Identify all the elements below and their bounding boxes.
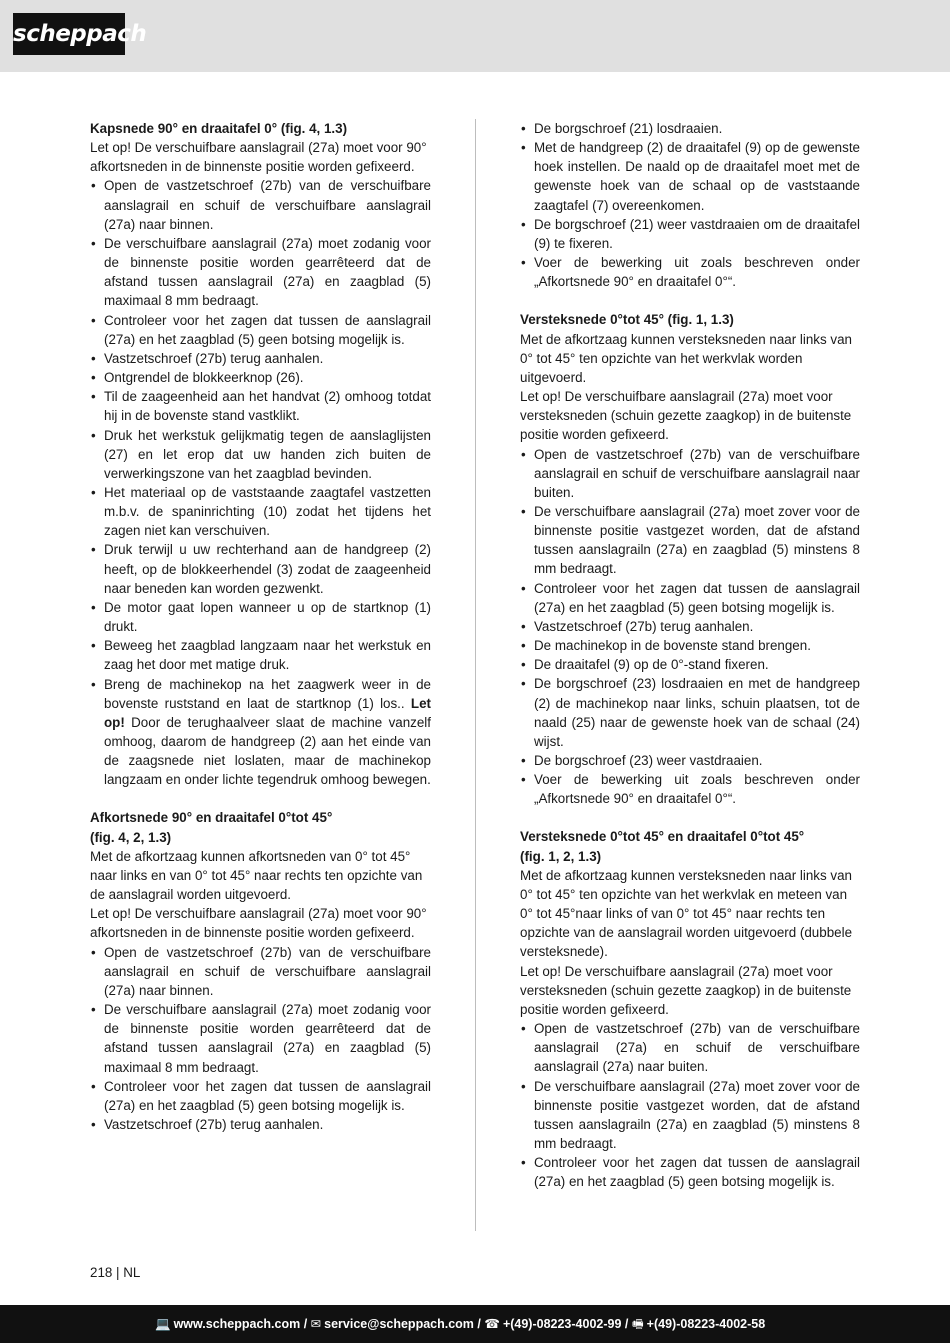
list-item: • De verschuifbare aanslagrail (27a) moet zover voor de binnenste positie vastgezet worden, dat de afstand tussen aanslagrailn (27a) en zaagblad (5) minstens 8 mm bedraagt. xyxy=(520,502,860,579)
list-item: • Beweeg het zaagblad langzaam naar het werkstuk en zaag het door met matige druk. xyxy=(90,636,431,674)
footer-phone: +(49)-08223-4002-99 / xyxy=(502,1317,629,1331)
paragraph: Let op! De verschuifbare aanslagrail (27a) moet voor 90° afkortsneden in de binnenste positie worden gefixeerd. xyxy=(90,906,427,941)
section-heading-figref: (fig. 1, 2, 1.3) xyxy=(520,848,602,864)
list-item: • De verschuifbare aanslagrail (27a) moet zodanig voor de binnenste positie worden gearrêteerd dat de afstand tussen aanslagrail (27a) en zaagblad (5) maximaal 8 mm bedraagt. xyxy=(90,1000,431,1077)
list-item: • Met de handgreep (2) de draaitafel (9) op de gewenste hoek instellen. De naald op de draaitafel moet met de gewenste hoek van de schaal op de vaststaande zaagtafel (7) overeenkomen. xyxy=(520,138,860,215)
section-heading: Versteksnede 0°tot 45° en draaitafel 0°tot 45° xyxy=(520,829,805,845)
list-item: • De machinekop in de bovenste stand brengen. xyxy=(520,636,860,655)
list-item: • De verschuifbare aanslagrail (27a) moet zover voor de binnenste positie vastgezet worden, dat de afstand tussen aanslagrailn (27a) en zaagblad (5) minstens 8 mm bedraagt. xyxy=(520,1077,860,1154)
list-item: • Druk terwijl u uw rechterhand aan de handgreep (2) heeft, op de blokkeerhendel (3) zodat de zaageenheid naar beneden kan worden gezwenkt. xyxy=(90,540,431,597)
list-item: • De borgschroef (21) weer vastdraaien om de draaitafel (9) te fixeren. xyxy=(520,215,860,253)
list-item: • Vastzetschroef (27b) terug aanhalen. xyxy=(520,617,860,636)
list-item: • Ontgrendel de blokkeerknop (26). xyxy=(90,368,431,387)
footer-bar xyxy=(0,1305,950,1343)
list-item: • De borgschroef (21) losdraaien. xyxy=(520,119,860,138)
list-item xyxy=(90,675,431,790)
list-item: • Open de vastzetschroef (27b) van de verschuifbare aanslagrail en schuif de verschuifbare aanslagrail naar buiten. xyxy=(520,445,860,502)
right-column xyxy=(520,119,860,1191)
list-item: • Open de vastzetschroef (27b) van de verschuifbare aanslagrail (27a) en schuif de verschuifbare aanslagrail (27a) naar buiten. xyxy=(520,1019,860,1076)
list-item: • De borgschroef (23) weer vastdraaien. xyxy=(520,751,860,770)
footer-fax: +(49)-08223-4002-58 xyxy=(646,1317,766,1331)
list-item: • Controleer voor het zagen dat tussen de aanslagrail (27a) en het zaagblad (5) geen botsing mogelijk is. xyxy=(90,311,431,349)
envelope-icon: ✉ xyxy=(310,1317,322,1331)
list-item: • Open de vastzetschroef (27b) van de verschuifbare aanslagrail en schuif de verschuifbare aanslagrail (27a) naar binnen. xyxy=(90,176,431,233)
list-item: • Controleer voor het zagen dat tussen de aanslagrail (27a) en het zaagblad (5) geen botsing mogelijk is. xyxy=(520,1153,860,1191)
list-item: • De motor gaat lopen wanneer u op de startknop (1) drukt. xyxy=(90,598,431,636)
list-item: • Het materiaal op de vaststaande zaagtafel vastzetten m.b.v. de spaninrichting (10) zodat het tijdens het zagen niet kan verschuiven. xyxy=(90,483,431,540)
bullet-list xyxy=(520,445,860,809)
header-band xyxy=(0,0,950,72)
footer-web-link[interactable]: www.scheppach.com / xyxy=(173,1317,308,1331)
footer-contact xyxy=(155,1305,765,1343)
paragraph: Met de afkortzaag kunnen versteksneden naar links van 0° tot 45° ten opzichte van het werkvlak en meteen van 0° tot 45°naar links of van 0° tot 45° naar rechts ten opzichte van de aanslagrail worden uitgevoerd (dubbele versteksnede). xyxy=(520,867,853,960)
section-heading: Versteksnede 0°tot 45° (fig. 1, 1.3) xyxy=(520,312,734,328)
footer-email-link[interactable]: service@scheppach.com / xyxy=(324,1317,481,1331)
list-item: • De borgschroef (23) losdraaien en met de handgreep (2) de machinekop naar links, schuin plaatsen, tot de naald (25) naar de gewenste hoek van de schaal (24) wijst. xyxy=(520,674,860,751)
paragraph: Met de afkortzaag kunnen versteksneden naar links van 0° tot 45° ten opzichte van het werkvlak worden uitgevoerd. xyxy=(520,331,852,385)
list-item: • Druk het werkstuk gelijkmatig tegen de aanslaglijsten (27) en let erop dat uw handen zich buiten de verwerkingszone van het zaagblad bevinden. xyxy=(90,426,431,483)
list-item: • De draaitafel (9) op de 0°-stand fixeren. xyxy=(520,655,860,674)
list-item: • Controleer voor het zagen dat tussen de aanslagrail (27a) en het zaagblad (5) geen botsing mogelijk is. xyxy=(520,579,860,617)
list-item: • Open de vastzetschroef (27b) van de verschuifbare aanslagrail en schuif de verschuifbare aanslagrail (27a) naar binnen. xyxy=(90,943,431,1000)
left-column xyxy=(90,119,431,1134)
bullet-list xyxy=(520,1019,860,1191)
paragraph: Let op! De verschuifbare aanslagrail (27a) moet voor 90° afkortsneden in de binnenste positie worden gefixeerd. xyxy=(90,140,427,175)
list-item: • Til de zaageenheid aan het handvat (2) omhoog totdat hij in de bovenste stand vastklikt. xyxy=(90,387,431,425)
fax-icon: 🖷 xyxy=(631,1317,644,1331)
scheppach-logo: scheppach xyxy=(13,13,125,55)
page-number: 218 | NL xyxy=(90,1265,141,1280)
warning-text: Door de terughaalveer slaat de machine vanzelf omhoog, daarom de handgreep (2) aan het einde van de zaagsnede niet loslaten, maar de machinekop langzaam en onder lichte tegendruk omhoog bewegen. xyxy=(104,714,431,788)
bullet-list xyxy=(90,943,431,1135)
bullet-list xyxy=(520,119,860,291)
paragraph: Met de afkortzaag kunnen afkortsneden van 0° tot 45° naar links en van 0° tot 45° naar rechts ten opzichte van de aanslagrail worden uitgevoerd. xyxy=(90,848,423,903)
list-item: • Controleer voor het zagen dat tussen de aanslagrail (27a) en het zaagblad (5) geen botsing mogelijk is. xyxy=(90,1077,431,1115)
list-item: • Vastzetschroef (27b) terug aanhalen. xyxy=(90,1115,431,1134)
phone-icon: ☎ xyxy=(484,1317,500,1331)
section-heading-figref: (fig. 4, 2, 1.3) xyxy=(90,829,172,845)
section-heading: Afkortsnede 90° en draaitafel 0°tot 45° xyxy=(90,810,333,826)
column-divider xyxy=(475,119,476,1231)
bullet-list xyxy=(90,176,431,789)
list-item: • Voer de bewerking uit zoals beschreven onder „Afkortsnede 90° en draaitafel 0°“. xyxy=(520,770,860,808)
list-item-text: Breng de machinekop na het zaagwerk weer in de bovenste ruststand en laat de startknop (1) los.. xyxy=(104,676,431,711)
list-item: • De verschuifbare aanslagrail (27a) moet zodanig voor de binnenste positie worden gearrêteerd dat de afstand tussen aanslagrail (27a) en zaagblad (5) maximaal 8 mm bedraagt. xyxy=(90,234,431,311)
computer-icon: 💻 xyxy=(155,1317,171,1331)
list-item: • Vastzetschroef (27b) terug aanhalen. xyxy=(90,349,431,368)
paragraph: Let op! De verschuifbare aanslagrail (27a) moet voor versteksneden (schuin gezette zaagkop) in de buitenste positie worden gefixeerd. xyxy=(520,963,852,1017)
section-heading: Kapsnede 90° en draaitafel 0° (fig. 4, 1.3) xyxy=(90,121,348,136)
list-item: • Voer de bewerking uit zoals beschreven onder „Afkortsnede 90° en draaitafel 0°“. xyxy=(520,253,860,291)
warning-label: Let op! xyxy=(104,695,431,730)
paragraph: Let op! De verschuifbare aanslagrail (27a) moet voor versteksneden (schuin gezette zaagkop) in de buitenste positie worden gefixeerd. xyxy=(520,389,852,443)
